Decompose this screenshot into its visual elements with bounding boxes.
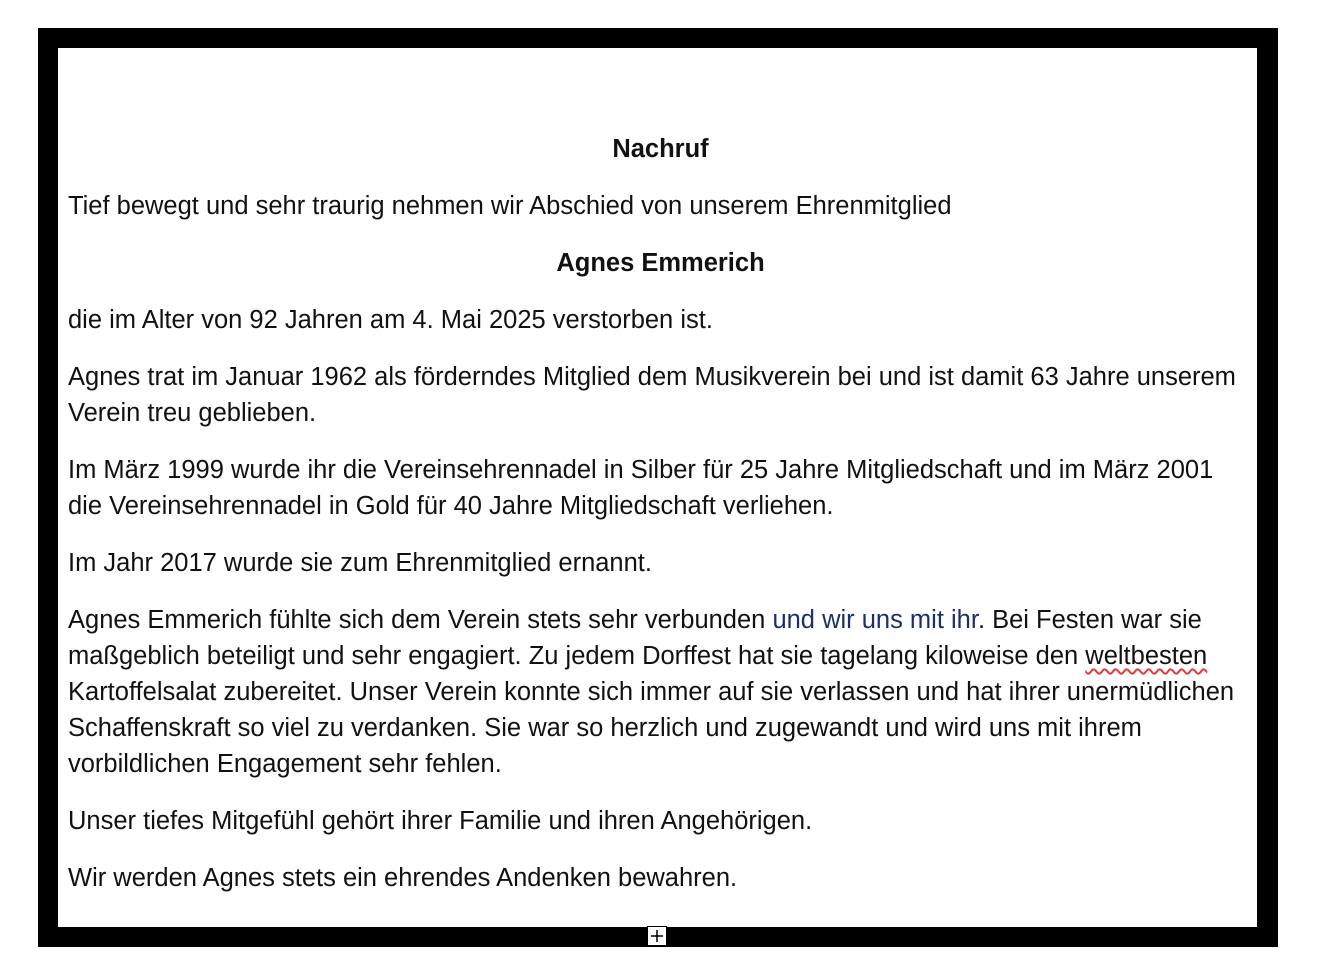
- table-cell[interactable]: [58, 48, 1257, 927]
- tribute-text-2: . Bei Festen war sie maßgeblich beteiligt und sehr engagiert. Zu jedem Dorffest hat sie tagelang kiloweise den: [68, 606, 1202, 670]
- closing-paragraph: Wir werden Agnes stets ein ehrendes Andenken bewahren.: [68, 864, 738, 892]
- tribute-text-3: Kartoffelsalat zubereitet. Unser Verein konnte sich immer auf sie verlassen und hat ihrer unermüdlichen Schaffenskraft so viel zu verdanken. Sie war so herzlich und zugewandt und wird uns mit ihrem vorbildlichen Engagement sehr fehlen.: [68, 678, 1235, 778]
- deceased-name: Agnes Emmerich: [556, 249, 765, 277]
- table-frame: [38, 28, 1278, 947]
- membership-paragraph: Agnes trat im Januar 1962 als förderndes Mitglied dem Musikverein bei und ist damit 63 Jahre unserem Verein treu geblieben.: [68, 363, 1236, 427]
- document-title: Nachruf: [612, 135, 709, 163]
- sympathy-paragraph: Unser tiefes Mitgefühl gehört ihrer Familie und ihren Angehörigen.: [68, 807, 813, 835]
- obituary-text[interactable]: [68, 131, 1253, 917]
- highlighted-text: und wir uns mit ihr: [772, 606, 978, 634]
- intro-paragraph: Tief bewegt und sehr traurig nehmen wir Abschied von unserem Ehrenmitglied: [68, 192, 952, 220]
- tribute-paragraph: [68, 602, 1253, 782]
- honors-paragraph: Im März 1999 wurde ihr die Vereinsehrennadel in Silber für 25 Jahre Mitgliedschaft und im März 2001 die Vereinsehrennadel in Gold für 40 Jahre Mitgliedschaft verliehen.: [68, 456, 1214, 520]
- tribute-text-1: Agnes Emmerich fühlte sich dem Verein stets sehr verbunden: [68, 606, 773, 634]
- plus-square-icon: [648, 927, 666, 945]
- add-row-button[interactable]: [647, 926, 667, 946]
- honorary-paragraph: Im Jahr 2017 wurde sie zum Ehrenmitglied ernannt.: [68, 549, 652, 577]
- death-paragraph: die im Alter von 92 Jahren am 4. Mai 2025 verstorben ist.: [68, 306, 713, 334]
- spellcheck-word[interactable]: weltbesten: [1085, 642, 1208, 670]
